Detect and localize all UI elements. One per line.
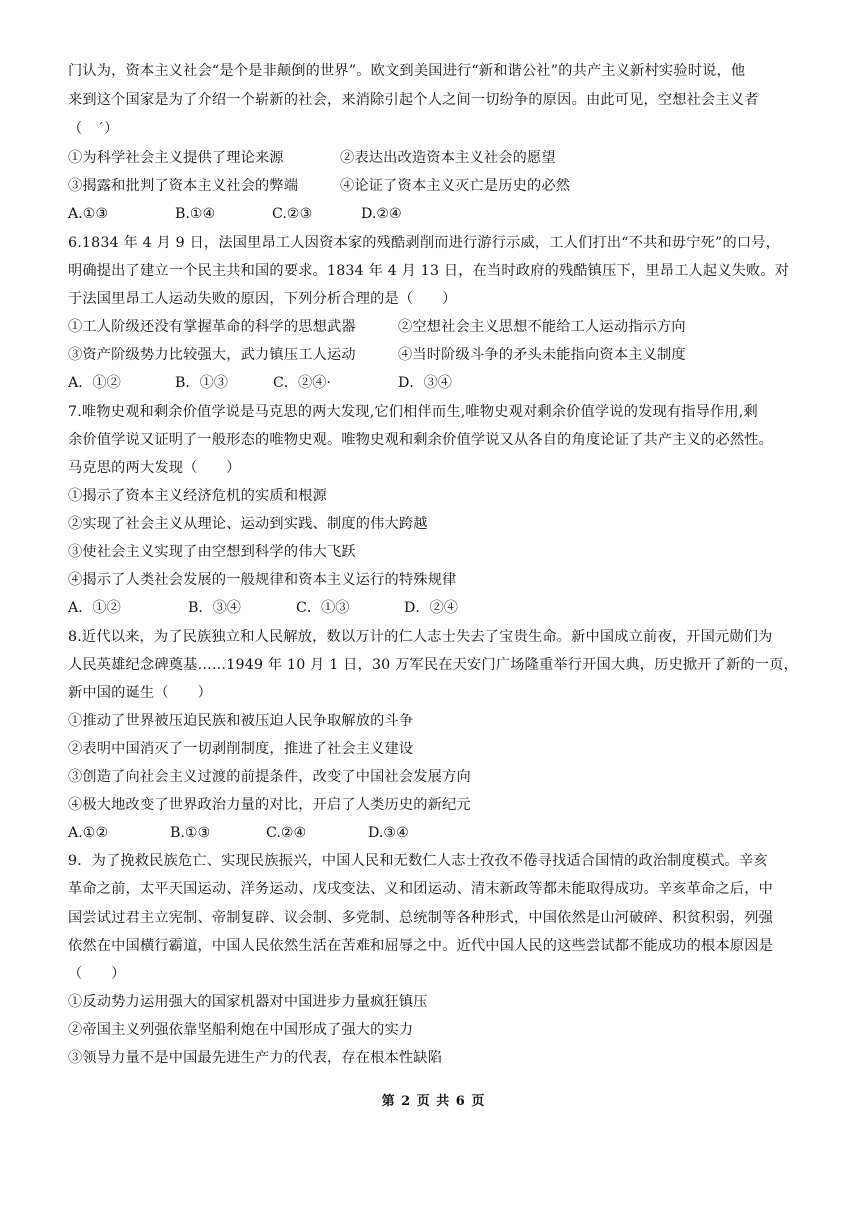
statement-4: ④极大地改变了世界政治力量的对比，开启了人类历史的新纪元 [68,797,471,813]
question-stem-line: 国尝试过君主立宪制、帝制复辟、议会制、多党制、总统制等各种形式，中国依然是山河破碎、积贫积弱，列强 [68,910,773,926]
question-stem-line: 来到这个国家是为了介绍一个崭新的社会，来消除引起个人之间一切纷争的原因。由此可见，空想社会主义者 [68,92,759,108]
exam-page [68,0,808,1228]
statement-3: ③使社会主义实现了由空想到科学的伟大飞跃 [68,544,356,560]
question-stem-line: 7.唯物史观和剩余价值学说是马克思的两大发现,它们相伴而生,唯物史观对剩余价值学说的发现有指导作用,剩 [68,404,758,420]
option-b: B.①③ [170,825,211,841]
option-d: D.②④ [361,206,402,222]
question-stem-line: 余价值学说又证明了一般形态的唯物史观。唯物史观和剩余价值学说又从各自的角度论证了共产主义的必然性。 [68,432,773,448]
statement-1: ①推动了世界被压迫民族和被压迫人民争取解放的斗争 [68,713,414,729]
statement-1: ①反动势力运用强大的国家机器对中国进步力量疯狂镇压 [68,994,428,1010]
question-stem-line: 新中国的诞生（ ） [68,685,212,701]
question-stem-line: （ ） [68,966,126,982]
option-c: C．①③ [296,600,350,616]
option-d: D．②④ [404,600,458,616]
option-a: A.①③ [68,206,109,222]
option-a: A．①② [68,600,121,616]
option-c: C.②④ [266,825,307,841]
statement-3: ③揭露和批判了资本主义社会的弊端 [68,178,299,194]
question-stem-line: 革命之前，太平天国运动、洋务运动、戊戌变法、义和团运动、清末新政等都未能取得成功。辛亥革命之后，中 [68,881,773,897]
statement-3: ③资产阶级势力比较强大，武力镇压工人运动 [68,347,356,363]
statement-3: ③创造了向社会主义过渡的前提条件，改变了中国社会发展方向 [68,769,471,785]
option-b: B．①③ [175,375,228,391]
option-a: A.①② [68,825,109,841]
question-stem-line: 人民英雄纪念碑奠基……1949 年 10 月 1 日，30 万军民在天安门广场隆重举行开国大典，历史掀开了新的一页， [68,657,798,673]
question-stem-line: （ ˊ） [68,121,119,137]
question-stem-line: 依然在中国横行霸道，中国人民依然生活在苦难和屈辱之中。近代中国人民的这些尝试都不能成功的根本原因是 [68,938,773,954]
statement-2: ②实现了社会主义从理论、运动到实践、制度的伟大跨越 [68,516,428,532]
statement-2: ②表达出改造资本主义社会的愿望 [340,150,556,166]
statement-4: ④当时阶级斗争的矛头未能指向资本主义制度 [398,347,686,363]
question-stem-line: 明确提出了建立一个民主共和国的要求。1834 年 4 月 13 日，在当时政府的残酷镇压下，里昂工人起义失败。对 [68,263,790,279]
option-b: B．③④ [188,600,241,616]
question-stem-line: 8.近代以来，为了民族独立和人民解放，数以万计的仁人志士失去了宝贵生命。新中国成立前夜，开国元勋们为 [68,629,773,645]
page-footer: 第 2 页 共 6 页 [381,1094,486,1109]
question-stem-line: 于法国里昂工人运动失败的原因，下列分析合理的是（ ） [68,291,457,307]
statement-2: ②表明中国消灭了一切剥削制度，推进了社会主义建设 [68,741,414,757]
statement-1: ①为科学社会主义提供了理论来源 [68,150,284,166]
question-stem-line: 6.1834 年 4 月 9 日，法国里昂工人因资本家的残酷剥削而进行游行示威，工人们打出“不共和毋宁死”的口号， [68,235,781,251]
statement-2: ②空想社会主义思想不能给工人运动指示方向 [398,319,686,335]
statement-1: ①揭示了资本主义经济危机的实质和根源 [68,488,327,504]
statement-2: ②帝国主义列强依靠坚船利炮在中国形成了强大的实力 [68,1022,414,1038]
question-stem-line: 马克思的两大发现（ ） [68,460,241,476]
option-b: B.①④ [175,206,216,222]
statement-4: ④揭示了人类社会发展的一般规律和资本主义运行的特殊规律 [68,572,457,588]
option-c: C．②④· [273,375,331,391]
option-c: C.②③ [272,206,313,222]
question-stem-line: 9．为了挽救民族危亡、实现民族振兴，中国人民和无数仁人志士孜孜不倦寻找适合国情的政治制度模式。辛亥 [68,853,768,869]
statement-3: ③领导力量不是中国最先进生产力的代表，存在根本性缺陷 [68,1050,443,1066]
statement-4: ④论证了资本主义灭亡是历史的必然 [340,178,571,194]
option-a: A．①② [68,375,121,391]
option-d: D.③④ [368,825,409,841]
statement-1: ①工人阶级还没有掌握革命的科学的思想武器 [68,319,356,335]
option-d: D．③④ [398,375,452,391]
question-stem-line: 门认为，资本主义社会“是个是非颠倒的世界”。欧文到美国进行“新和谐公社”的共产主义新村实验时说，他 [68,63,746,79]
